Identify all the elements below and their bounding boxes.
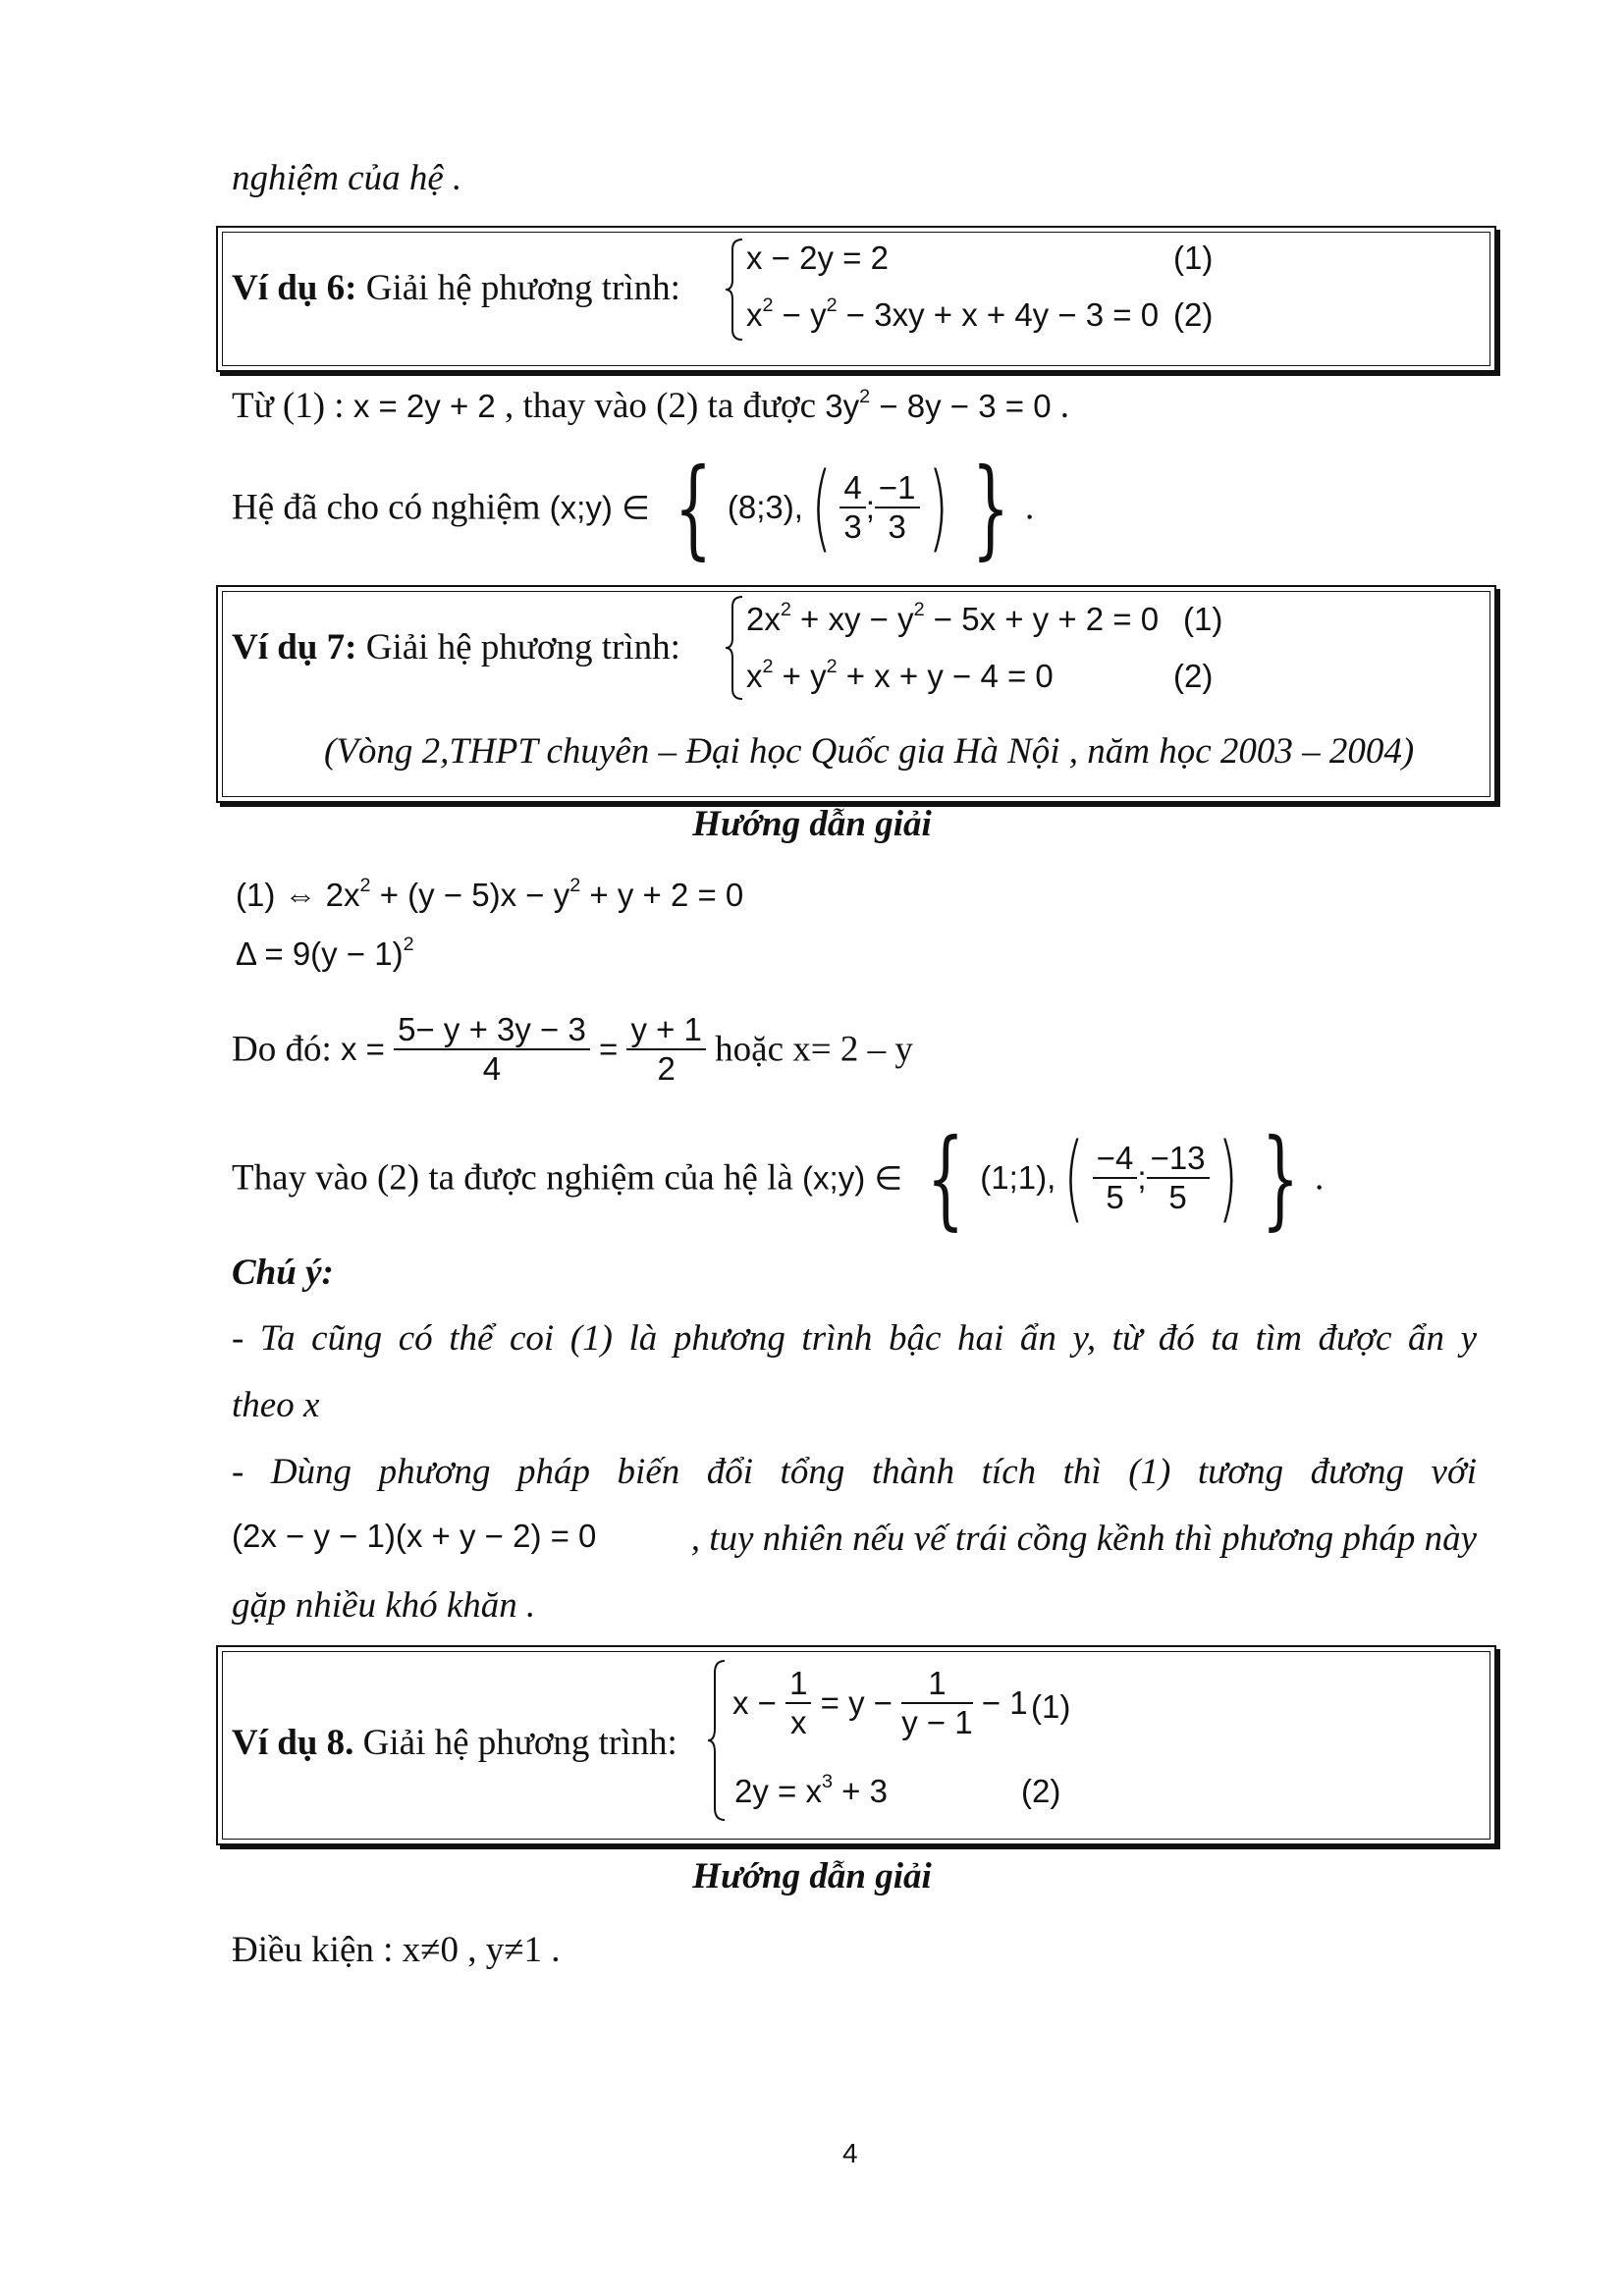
note-p2-line2 — [232, 1518, 1477, 1560]
left-paren-icon: ( — [1063, 1123, 1085, 1233]
right-brace-icon: } — [1261, 1115, 1300, 1241]
example-6-label: Ví dụ 6: — [232, 268, 357, 308]
example-8-eq1 — [732, 1665, 1028, 1741]
text: Do đó: — [232, 1029, 341, 1070]
eq-exp: 2 — [913, 599, 925, 621]
text: , tuy nhiên nếu vế trái cồng kềnh thì phương pháp này — [690, 1519, 1477, 1559]
example-7-solution-x — [232, 1011, 913, 1088]
math: 2y = x — [734, 1773, 822, 1809]
text: Từ (1) : — [232, 386, 353, 426]
note-p1-line2: theo x — [232, 1385, 320, 1425]
exp: 2 — [403, 934, 414, 956]
math: ; — [1137, 1159, 1147, 1196]
example-6-prompt — [232, 267, 680, 309]
page-number: 4 — [842, 2138, 858, 2168]
left-brace-icon: { — [927, 1115, 965, 1241]
exp: 2 — [859, 386, 871, 408]
fraction: $\frac{y + 1}{2}$ — [626, 1011, 705, 1088]
text: hoặc x= 2 – y — [705, 1029, 913, 1070]
example-7-label: Ví dụ 7: — [232, 627, 357, 667]
math: = — [589, 1030, 627, 1067]
text: . — [1315, 1157, 1325, 1199]
example-6-eq1-tag: (1) — [1173, 240, 1214, 276]
eq-exp: 2 — [826, 294, 838, 317]
eq-exp: 2 — [762, 294, 774, 317]
example-8-eq2 — [734, 1773, 888, 1810]
example-8-condition: Điều kiện : x≠0 , y≠1 . — [232, 1930, 561, 1970]
right-paren-icon: ) — [927, 453, 948, 562]
eq-part: + x + y − 4 = 0 — [837, 658, 1054, 694]
example-7-source: (Vòng 2,THPT chuyên – Đại học Quốc gia Hà Nội , năm học 2003 – 2004) — [324, 731, 1415, 772]
example-7-eq1-tag: (1) — [1183, 601, 1223, 637]
math: (1) ⇔ 2x — [236, 877, 360, 913]
eq-part: 2x — [746, 601, 781, 637]
example-7-eq2 — [746, 658, 1054, 695]
math: ; — [865, 489, 875, 525]
math: x − — [732, 1683, 786, 1721]
example-6-solution-line1 — [232, 385, 1069, 427]
math: + 3 — [832, 1773, 888, 1809]
exp: 2 — [359, 875, 371, 897]
system-brace-icon — [723, 593, 746, 703]
example-8-eq1-tag: (1) — [1031, 1688, 1071, 1725]
fraction: $\frac{-1}{3}$ — [875, 469, 920, 546]
intro-line: nghiệm của hệ . — [232, 158, 462, 198]
example-8-prompt-text: Giải hệ phương trình: — [353, 1723, 677, 1763]
example-8-eq2-tag: (2) — [1021, 1773, 1061, 1809]
math: (2x − y − 1)(x + y − 2) = 0 — [232, 1518, 597, 1554]
example-8-prompt — [232, 1722, 677, 1764]
example-6-prompt-text: Giải hệ phương trình: — [356, 268, 680, 308]
eq-exp: 2 — [780, 599, 791, 621]
math: + (y − 5)x − y — [370, 877, 570, 913]
example-7-eq2-tag: (2) — [1173, 658, 1214, 694]
fraction: $\frac{5- y + 3y - 3}{4}$ — [394, 1011, 590, 1088]
fraction: $\frac{1}{y - 1}$ — [901, 1665, 973, 1740]
math: = y − — [811, 1683, 902, 1721]
text: . — [1024, 487, 1035, 528]
example-6-result — [232, 445, 1035, 570]
note-p2-line3: gặp nhiều khó khăn . — [232, 1585, 536, 1626]
text: . — [1051, 386, 1070, 426]
text: Hệ đã cho có nghiệm — [232, 487, 550, 528]
math: − 8y − 3 = 0 — [870, 388, 1052, 424]
eq-part: + y — [773, 658, 827, 694]
math: (1;1), — [980, 1159, 1056, 1196]
example-8-label: Ví dụ 8. — [232, 1723, 354, 1763]
guide-heading: Hướng dẫn giải — [692, 804, 932, 844]
eq-part: − y — [773, 296, 827, 333]
text: Thay vào (2) ta được nghiệm của hệ là — [232, 1157, 803, 1199]
example-6-eq2-tag: (2) — [1173, 296, 1214, 333]
eq-part: + xy − y — [790, 601, 914, 637]
guide-heading: Hướng dẫn giải — [692, 1856, 932, 1896]
math: 3y — [825, 388, 860, 424]
fraction: $\frac{-4}{5}$ — [1093, 1140, 1138, 1216]
math: x = 2y + 2 — [352, 388, 496, 424]
example-7-solution-result — [232, 1115, 1325, 1241]
right-brace-icon: } — [971, 445, 1010, 570]
example-6-eq1: x − 2y = 2 — [746, 240, 889, 276]
fraction: $\frac{-13}{5}$ — [1147, 1140, 1210, 1216]
fraction: $\frac{1}{x}$ — [785, 1665, 811, 1741]
math: (x;y) ∈ — [802, 1159, 912, 1197]
fraction: $\frac{4}{3}$ — [839, 469, 865, 546]
left-brace-icon: { — [674, 445, 713, 570]
eq-exp: 2 — [762, 656, 774, 678]
math: (8;3), — [727, 489, 803, 525]
text: , thay vào (2) ta được — [495, 386, 826, 426]
exp: 2 — [569, 875, 581, 897]
note-p2-line1: - Dùng phương pháp biến đổi tổng thành tích thì (1) tương đương với — [232, 1452, 1477, 1492]
math: x = — [341, 1030, 395, 1067]
note-title: Chú ý: — [232, 1253, 334, 1293]
system-brace-icon — [705, 1657, 729, 1824]
exp: 3 — [821, 1771, 833, 1793]
system-brace-icon — [723, 236, 746, 344]
eq-part: x — [746, 658, 763, 694]
eq-part: − 3xy + x + 4y − 3 = 0 — [837, 296, 1160, 333]
example-6-eq2 — [746, 296, 1159, 334]
example-7-prompt — [232, 626, 680, 668]
example-7-prompt-text: Giải hệ phương trình: — [356, 627, 680, 667]
eq-part: − 5x + y + 2 = 0 — [924, 601, 1160, 637]
math: + y + 2 = 0 — [580, 877, 744, 913]
math: − 1 — [972, 1683, 1028, 1721]
eq-part: x — [746, 296, 763, 333]
note-p1-line1: - Ta cũng có thể coi (1) là phương trình bậc hai ẩn y, từ đó ta tìm được ẩn y — [232, 1318, 1477, 1359]
left-paren-icon: ( — [811, 453, 832, 562]
example-7-solution-delta — [236, 935, 414, 973]
right-paren-icon: ) — [1217, 1123, 1238, 1233]
example-7-eq1 — [746, 601, 1159, 638]
math: (x;y) ∈ — [549, 489, 659, 526]
eq-exp: 2 — [826, 656, 838, 678]
example-7-solution-line1 — [236, 877, 743, 914]
math: Δ = 9(y − 1) — [236, 935, 404, 972]
